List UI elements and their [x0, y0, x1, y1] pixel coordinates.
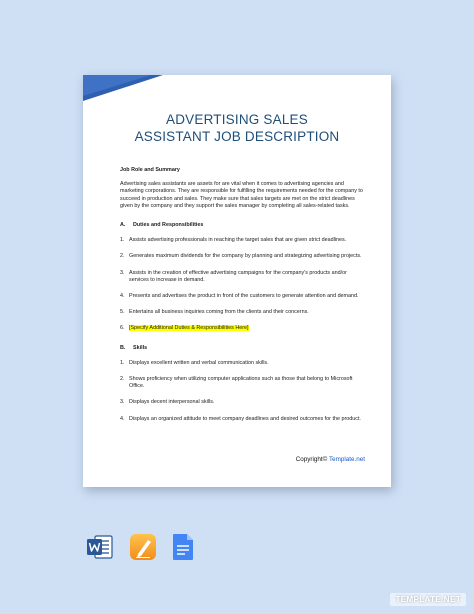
item-number: 4. — [120, 293, 125, 300]
copyright-footer — [296, 456, 365, 463]
section-b-heading — [120, 345, 366, 352]
section-a-heading — [120, 222, 366, 229]
list-item — [120, 376, 366, 390]
list-item — [120, 293, 366, 300]
item-number: 2. — [120, 376, 125, 383]
item-text: Assists in the creation of effective advertising campaigns for the company's products and/or services to increase in demand. — [129, 269, 347, 283]
highlighted-placeholder[interactable]: [Specify Additional Duties & Responsibilities Here] — [129, 325, 249, 332]
item-text: Generates maximum dividends for the company by planning and strategizing advertising projects. — [129, 253, 362, 260]
item-number: 2. — [120, 253, 125, 260]
summary-heading: Job Role and Summary — [120, 167, 180, 173]
item-text: Displays decent interpersonal skills. — [129, 399, 215, 406]
google-docs-icon[interactable] — [172, 533, 194, 561]
pages-icon[interactable] — [129, 533, 157, 561]
list-item — [120, 399, 366, 406]
item-number: 1. — [120, 359, 125, 366]
item-number: 5. — [120, 309, 125, 316]
item-text: Entertains all business inquiries coming from the clients and their concerns. — [129, 309, 309, 316]
list-item — [120, 416, 366, 423]
section-b-title: Skills — [133, 344, 148, 351]
summary-text: Advertising sales assistants are assets for are vital when it comes to advertising agencies and marketing corporations. They are responsible for fulfilling the requirements needed for the company to succeed in production and sales. They make sure that sales targets are met on the strict deadlines given by the company and they support the sales manager by completing all sales-related tasks. — [120, 181, 363, 209]
word-icon[interactable] — [86, 533, 114, 561]
duties-list — [120, 237, 366, 332]
item-text: Shows proficiency when utilizing computer applications such as those that belong to Microsoft Office. — [129, 376, 353, 390]
item-number: 3. — [120, 399, 125, 406]
list-item — [120, 253, 366, 260]
watermark: TEMPLATE.NET — [390, 593, 466, 606]
brand-link[interactable]: Template.net — [328, 456, 365, 463]
item-text: Assists advertising professionals in reaching the target sales that are given strict deadlines. — [129, 237, 347, 244]
section-a-title: Duties and Responsibilities — [133, 222, 204, 229]
copyright-prefix: Copyright — [295, 456, 323, 463]
document-title — [83, 111, 391, 145]
list-item — [120, 270, 366, 284]
copyright-symbol: © — [322, 456, 328, 463]
section-a-letter: A. — [120, 222, 126, 229]
list-item — [120, 237, 366, 244]
item-number: 6. — [120, 325, 125, 332]
item-number: 4. — [120, 415, 125, 422]
item-text: Displays an organized attitude to meet company deadlines and desired outcomes for the product. — [129, 415, 361, 422]
item-number: 1. — [120, 237, 125, 244]
corner-accent-band — [83, 75, 163, 101]
list-item — [120, 309, 366, 316]
list-item — [120, 325, 366, 332]
document-body — [120, 167, 366, 432]
title-line-2: ASSISTANT JOB DESCRIPTION — [134, 129, 340, 144]
item-text: Presents and advertises the product in front of the customers to generate attention and demand. — [129, 293, 359, 300]
item-text-placeholder — [129, 325, 366, 332]
title-line-1: ADVERTISING SALES — [166, 112, 308, 127]
item-text: Displays excellent written and verbal communication skills. — [129, 359, 269, 366]
document-page — [83, 75, 391, 487]
section-b-letter: B. — [120, 344, 126, 351]
list-item — [120, 360, 366, 367]
skills-list — [120, 360, 366, 423]
item-number: 3. — [120, 269, 125, 276]
